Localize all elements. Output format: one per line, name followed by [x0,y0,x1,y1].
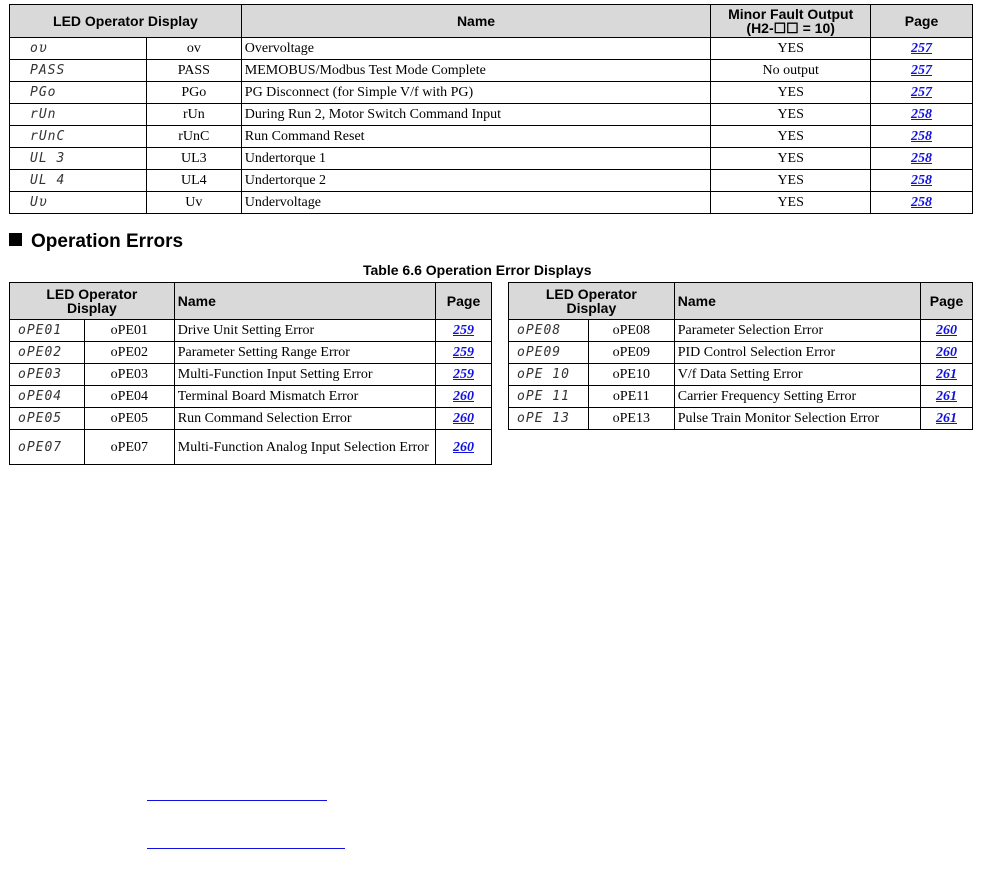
led-glyph: PASS [10,60,147,82]
error-code: oPE10 [588,364,674,386]
minor-fault-header-line2: (H2-☐☐ = 10) [746,20,835,36]
page-link[interactable]: 260 [453,439,475,455]
fault-name: MEMOBUS/Modbus Test Mode Complete [241,60,710,82]
fault-code: rUn [146,104,241,126]
led-header-line2: Display [66,300,117,316]
page-link[interactable]: 258 [911,107,933,122]
page-link[interactable]: 261 [936,411,958,426]
fault-code: rUnC [146,126,241,148]
table-row [10,408,492,430]
operation-errors-table-left [9,282,492,465]
page-link[interactable]: 260 [453,411,475,426]
led-glyph: oPE03 [10,364,85,386]
page-link[interactable]: 260 [936,345,958,360]
fault-name: During Run 2, Motor Switch Command Input [241,104,710,126]
led-glyph: oPE04 [10,386,85,408]
page-link[interactable]: 257 [911,85,933,100]
col-name: Name [241,5,710,38]
led-header-line1: LED Operator [545,286,637,302]
led-glyph: PGo [10,82,147,104]
minor-fault-header-line1: Minor Fault Output [728,6,854,22]
page-link[interactable]: 261 [936,389,958,404]
error-name: Parameter Selection Error [674,320,920,342]
error-code: oPE07 [84,430,174,465]
led-glyph: oPE07 [10,430,85,465]
led-header-line2: Display [566,300,617,316]
table-row [10,60,973,82]
table-row [10,148,973,170]
page-link[interactable]: 259 [453,345,475,360]
page-link[interactable]: 261 [936,367,958,382]
operation-errors-table-right [508,282,973,430]
col-led-display [10,283,175,320]
page-link[interactable]: 257 [911,41,933,56]
led-glyph: oPE 13 [509,408,589,430]
minor-fault-table [9,4,973,214]
page-cell [871,82,973,104]
error-name: Pulse Train Monitor Selection Error [674,408,920,430]
table-row [10,364,492,386]
minor-fault-output: YES [711,148,871,170]
table-row [10,126,973,148]
page-cell [921,408,973,430]
table-row [10,104,973,126]
page-cell [871,38,973,60]
page-link[interactable]: 257 [911,63,933,78]
led-glyph: oPE08 [509,320,589,342]
led-glyph: oPE 11 [509,386,589,408]
col-led-display [509,283,675,320]
error-name: Parameter Setting Range Error [174,342,435,364]
led-glyph: rUnC [10,126,147,148]
fault-code: PGo [146,82,241,104]
fault-name: Overvoltage [241,38,710,60]
table-caption: Table 6.6 Operation Error Displays [363,262,592,278]
col-page: Page [436,283,492,320]
page-link[interactable]: 258 [911,173,933,188]
col-name: Name [174,283,435,320]
page-cell [436,408,492,430]
table-row [10,192,973,214]
table-row [10,386,492,408]
page-cell [871,104,973,126]
fault-name: Undertorque 2 [241,170,710,192]
led-glyph: oPE 10 [509,364,589,386]
table-header-row [10,5,973,38]
led-glyph: oPE09 [509,342,589,364]
table-row [509,408,973,430]
page-cell [436,386,492,408]
col-minor-fault-output [711,5,871,38]
table-header-row [10,283,492,320]
error-code: oPE01 [84,320,174,342]
page-link[interactable]: 260 [453,389,475,404]
table-row [509,364,973,386]
fault-name: Run Command Reset [241,126,710,148]
led-glyph: UL 4 [10,170,147,192]
table-row [509,320,973,342]
section-heading [9,231,183,253]
page-cell [436,364,492,386]
fault-name: PG Disconnect (for Simple V/f with PG) [241,82,710,104]
table-row [10,430,492,465]
page-cell [921,320,973,342]
table-header-row [509,283,973,320]
table-row [10,342,492,364]
error-name: V/f Data Setting Error [674,364,920,386]
table-row [509,386,973,408]
led-glyph: rUn [10,104,147,126]
page-link[interactable]: 259 [453,367,475,382]
page-link[interactable]: 258 [911,129,933,144]
col-name: Name [674,283,920,320]
error-name: Multi-Function Analog Input Selection Error [174,430,435,465]
minor-fault-output: No output [711,60,871,82]
minor-fault-output: YES [711,104,871,126]
page-cell [436,342,492,364]
table-row [10,82,973,104]
fault-name: Undervoltage [241,192,710,214]
led-glyph: oPE01 [10,320,85,342]
minor-fault-output: YES [711,38,871,60]
page-link[interactable]: 258 [911,151,933,166]
led-glyph: Uυ [10,192,147,214]
page-link[interactable]: 259 [453,323,475,338]
fault-code: PASS [146,60,241,82]
square-bullet-icon [9,233,22,246]
minor-fault-output: YES [711,126,871,148]
page-cell [871,170,973,192]
fault-name: Undertorque 1 [241,148,710,170]
blank-link-underline[interactable] [147,800,327,801]
led-glyph: oPE05 [10,408,85,430]
page-cell [871,148,973,170]
table-row [10,38,973,60]
error-code: oPE05 [84,408,174,430]
led-glyph: oυ [10,38,147,60]
col-page: Page [921,283,973,320]
error-code: oPE09 [588,342,674,364]
page-link[interactable]: 260 [936,323,958,338]
error-name: Terminal Board Mismatch Error [174,386,435,408]
page-cell [436,430,492,465]
error-code: oPE03 [84,364,174,386]
error-name: Drive Unit Setting Error [174,320,435,342]
error-code: oPE13 [588,408,674,430]
led-header-line1: LED Operator [46,286,138,302]
page-cell [921,342,973,364]
led-glyph: UL 3 [10,148,147,170]
error-name: PID Control Selection Error [674,342,920,364]
page-cell [871,126,973,148]
fault-code: UL3 [146,148,241,170]
page-cell [871,192,973,214]
page-cell [921,364,973,386]
error-code: oPE04 [84,386,174,408]
table-row [10,170,973,192]
page-cell [436,320,492,342]
fault-code: ov [146,38,241,60]
section-title-text: Operation Errors [31,231,184,252]
page-cell [871,60,973,82]
error-code: oPE11 [588,386,674,408]
error-name: Run Command Selection Error [174,408,435,430]
table-row [10,320,492,342]
minor-fault-output: YES [711,192,871,214]
page-cell [921,386,973,408]
error-name: Carrier Frequency Setting Error [674,386,920,408]
fault-code: Uv [146,192,241,214]
error-code: oPE02 [84,342,174,364]
led-glyph: oPE02 [10,342,85,364]
blank-link-underline[interactable] [147,848,345,849]
table-row [509,342,973,364]
col-page: Page [871,5,973,38]
col-led-display: LED Operator Display [10,5,242,38]
minor-fault-output: YES [711,170,871,192]
minor-fault-output: YES [711,82,871,104]
fault-code: UL4 [146,170,241,192]
error-name: Multi-Function Input Setting Error [174,364,435,386]
error-code: oPE08 [588,320,674,342]
page-link[interactable]: 258 [911,195,933,210]
